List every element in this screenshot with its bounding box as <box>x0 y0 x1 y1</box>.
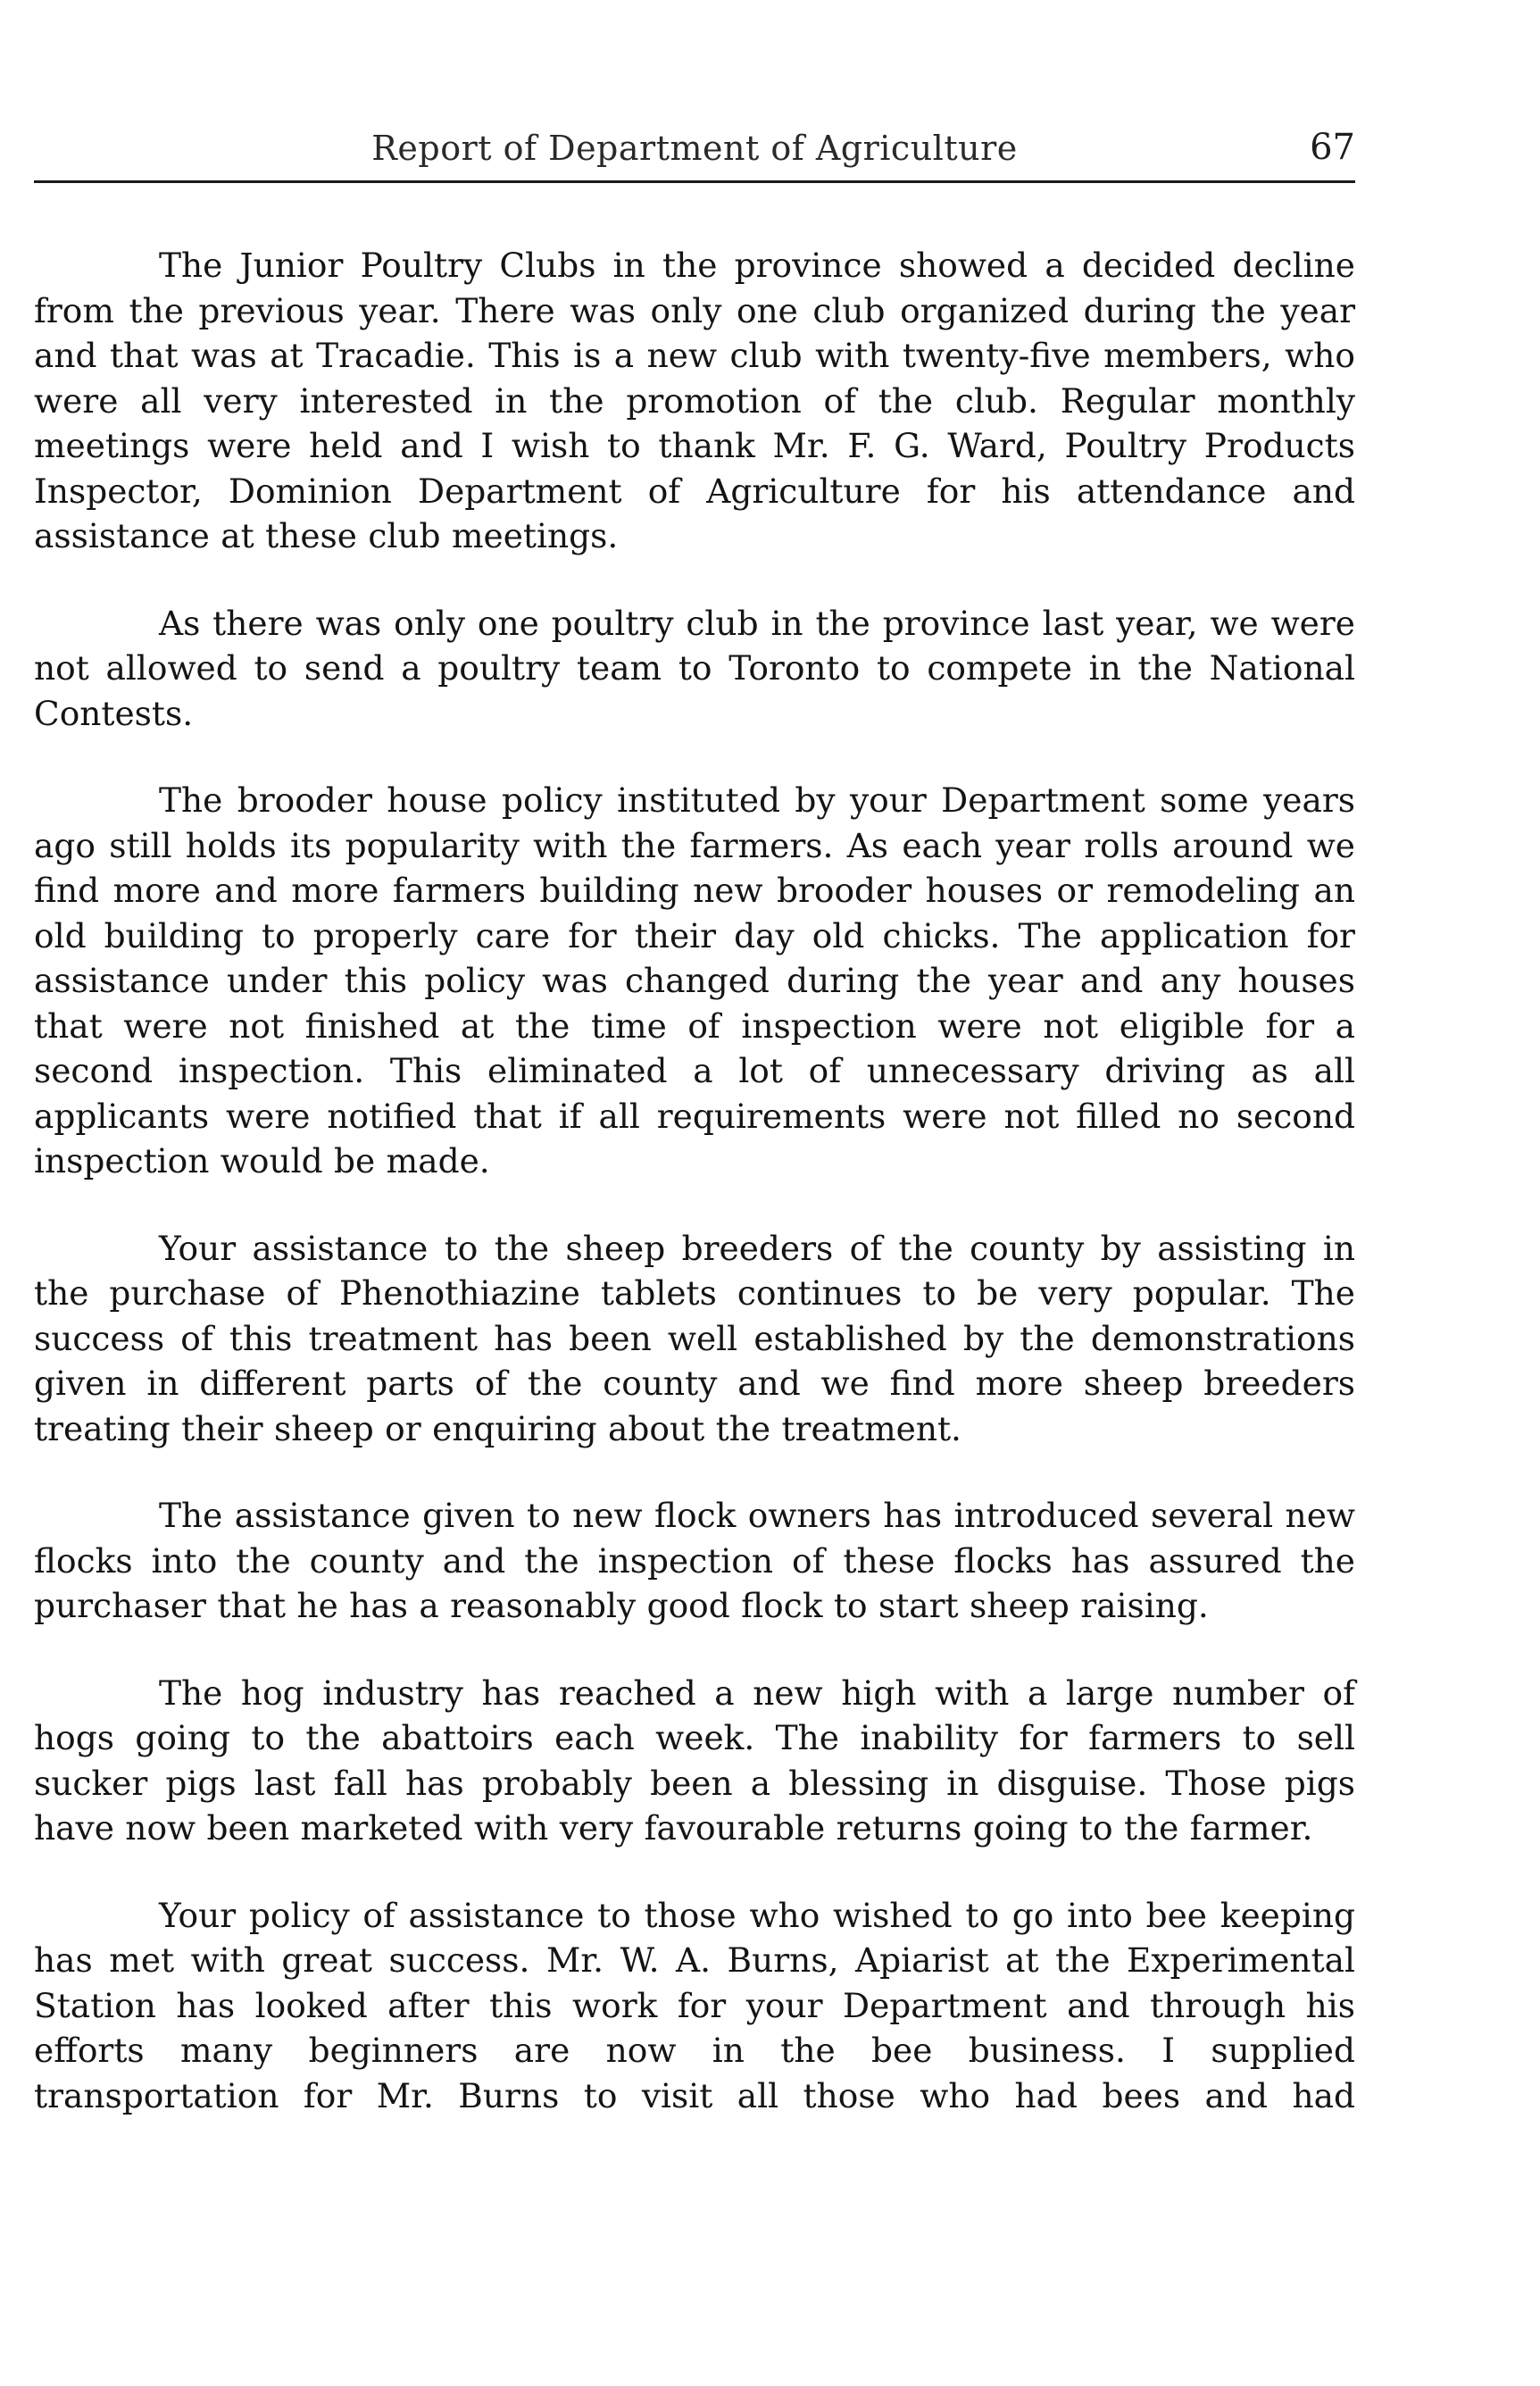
paragraph-junior-poultry-clubs: The Junior Poultry Clubs in the province showed a decided decline from the previous year. There was only one club organized during the year and that was at Tracadie. This is a new club with twenty-five members, who were all very interested in the promotion of the club. Regular monthly meetings were held and I wish to thank Mr. F. G. Ward, Poultry Products Inspector, Dominion Department of Agriculture for his attendance and assistance at these club meetings. <box>34 246 1355 555</box>
paragraph-bee-keeping: Your policy of assistance to those who wished to go into bee keeping has met with great success. Mr. W. A. Burns, Apiarist at the Experimental Station has looked after this work for your Department and through his efforts many beginners are now in the bee business. I supplied transportation for Mr. Burns to visit all those who had bees and had <box>34 1895 1355 2115</box>
header-title: Report of Department of Agriculture <box>371 129 1018 168</box>
running-header <box>34 127 1355 184</box>
paragraph-hog-industry: The hog industry has reached a new high with a large number of hogs going to the abattoirs each week. The inability for farmers to sell sucker pigs last fall has probably been a blessing in disguise. Those pigs have now been marketed with very favourable returns going to the farmer. <box>34 1673 1355 1848</box>
paragraph-sheep-breeders: Your assistance to the sheep breeders of the county by assisting in the purchase of Phenothiazine tablets continues to be very popular. The success of this treatment has been well established by the demonstrations given in different parts of the county and we find more sheep breeders treating their sheep or enquiring about the treatment. <box>34 1228 1355 1448</box>
header-rule <box>34 180 1355 183</box>
paragraph-national-contests: As there was only one poultry club in the province last year, we were not allowed to send a poultry team to Toronto to compete in the National Contests. <box>34 603 1355 733</box>
page-number: 67 <box>1310 127 1355 168</box>
body-text <box>34 243 1355 2160</box>
paragraph-new-flock-owners: The assistance given to new flock owners has introduced several new flocks into the county and the inspection of these flocks has assured the purchaser that he has a reasonably good flock to start sheep raising. <box>34 1496 1355 1625</box>
paragraph-brooder-house-policy: The brooder house policy instituted by your Department some years ago still holds its popularity with the farmers. As each year rolls around we find more and more farmers building new brooder houses or remodeling an old building to properly care for their day old chicks. The application for assistance under this policy was changed during the year and any houses that were not finished at the time of inspection were not eligible for a second inspection. This eliminated a lot of unnecessary driving as all applicants were notified that if all requirements were not filled no second inspection would be made. <box>34 780 1355 1180</box>
